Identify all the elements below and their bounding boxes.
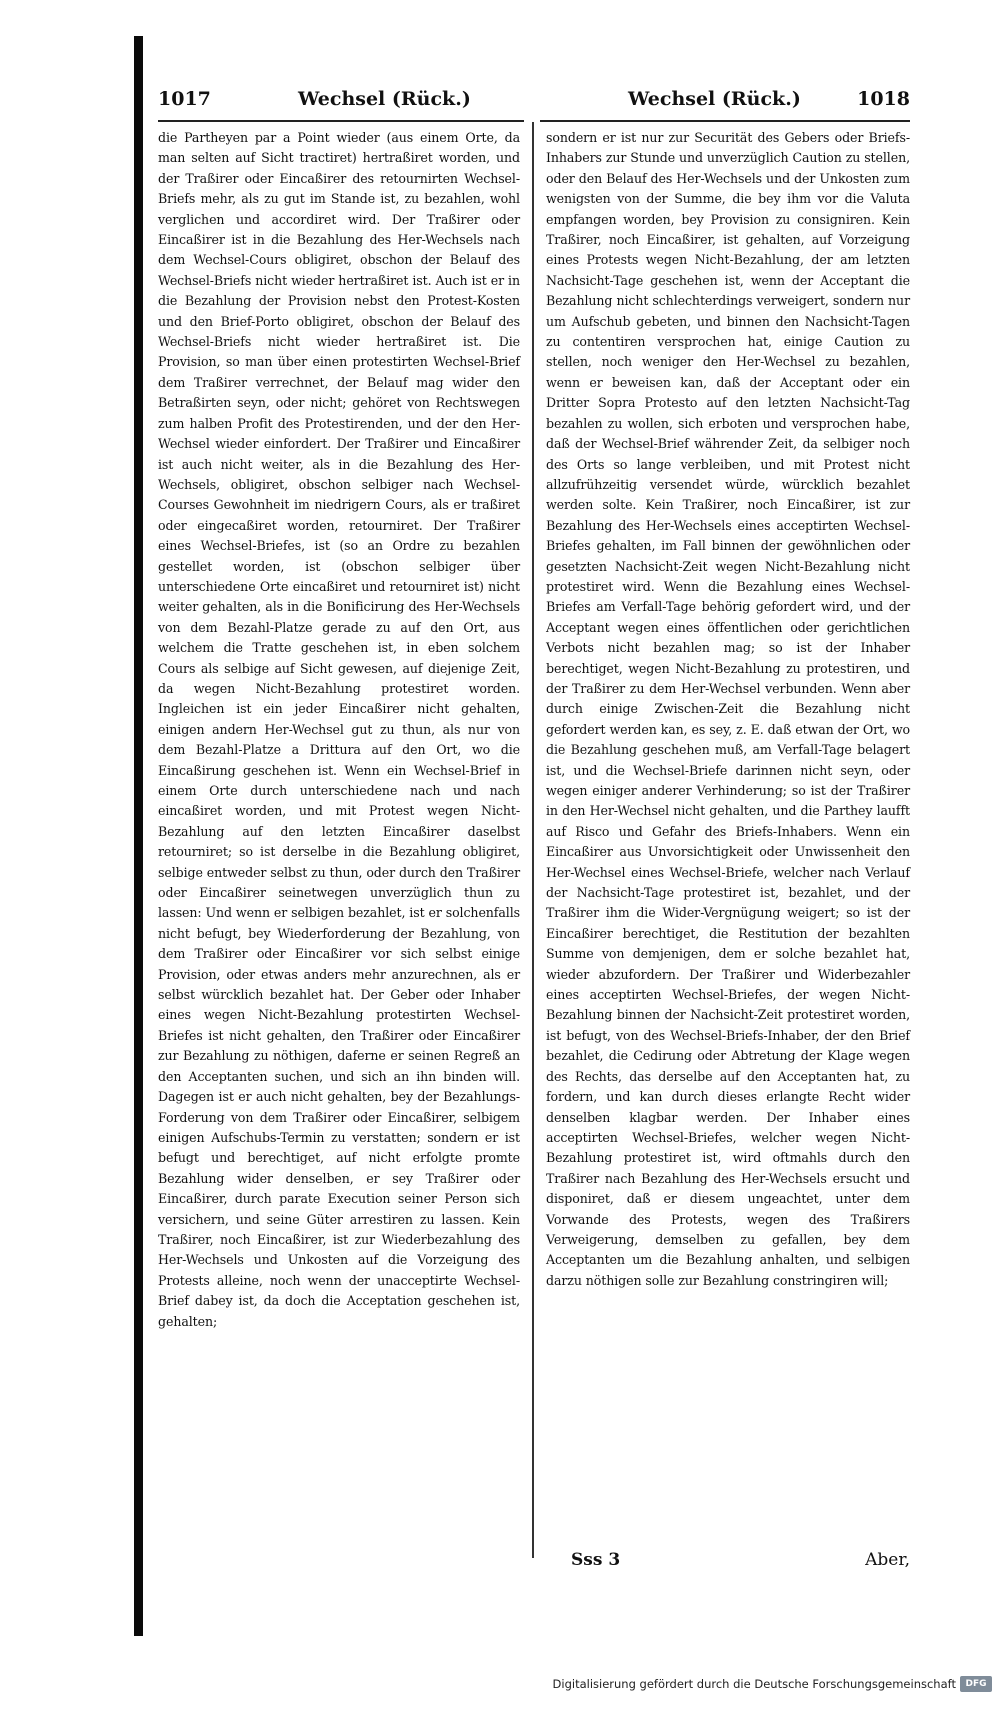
running-title-right: Wechsel (Rück.) (628, 88, 801, 110)
footer-credit: Digitalisierung gefördert durch die Deutsche Forschungsgemeinschaft (552, 1677, 956, 1691)
running-title-left: Wechsel (Rück.) (298, 88, 471, 110)
binding-shadow (134, 36, 143, 1636)
column-divider (532, 122, 534, 1558)
dfg-logo: DFG (960, 1676, 992, 1692)
digitization-footer (0, 1676, 1000, 1696)
page-number-right: 1018 (857, 88, 910, 110)
book-page (158, 82, 910, 1632)
running-header (158, 82, 910, 122)
header-rule-left (158, 120, 524, 122)
text-column-right: sondern er ist nur zur Securität des Gebers oder Briefs-Inhabers zur Stunde und unverzüglich Caution zu stellen, oder den Belauf des Her-Wechsels und der Unkosten zum wenigsten von der Summe, die bey ihm vor die Valuta empfangen worden, bey Provision zu consigniren. Kein Traßirer, noch Eincaßirer, ist gehalten, auf Vorzeigung eines Protests wegen Nicht-Bezahlung, der am letzten Nachsicht-Tage geschehen ist, wenn der Acceptant die Bezahlung nicht schlechterdings verweigert, sondern nur um Aufschub gebeten, und binnen den Nachsicht-Tagen zu contentiren versprochen hat, einige Caution zu stellen, noch weniger den Her-Wechsel zu bezahlen, wenn er beweisen kan, daß der Acceptant oder ein Dritter Sopra Protesto auf den letzten Nachsicht-Tag bezahlen zu wollen, sich erboten und versprochen habe, daß der Wechsel-Brief währender Zeit, da selbiger noch des Orts so lange verbleiben, und mit Protest nicht allzufrühzeitig versendet würde, würcklich bezahlet werden solte. Kein Traßirer, noch Eincaßirer, ist zur Bezahlung des Her-Wechsels eines acceptirten Wechsel-Briefes gehalten, im Fall binnen der gewöhnlichen oder gesetzten Nachsicht-Zeit wegen Nicht-Bezahlung nicht protestiret wird. Wenn die Bezahlung eines Wechsel-Briefes am Verfall-Tage behörig gefordert wird, und der Acceptant wegen eines öffentlichen oder gerichtlichen Verbots nicht bezahlen mag; so ist der Inhaber berechtiget, wegen Nicht-Bezahlung zu protestiren, und der Traßirer zu dem Her-Wechsel verbunden. Wenn aber durch einige Zwischen-Zeit die Bezahlung nicht gefordert werden kan, es sey, z. E. daß etwan der Ort, wo die Bezahlung geschehen muß, am Verfall-Tage belagert ist, und die Wechsel-Briefe darinnen nicht seyn, oder wegen einiger anderer Verhinderung; so ist der Traßirer in den Her-Wechsel nicht gehalten, und die Parthey laufft auf Risco und Gefahr des Briefs-Inhabers. Wenn ein Eincaßirer aus Unvorsichtigkeit oder Unwissenheit den Her-Wechsel eines Wechsel-Briefe, welcher nach Verlauf der Nachsicht-Tage protestiret ist, bezahlet, und der Traßirer ihm die Wider-Vergnügung weigert; so ist der Eincaßirer berechtiget, die Restitution der bezahlten Summe von demjenigen, dem er solche bezahlet hat, wieder abzufordern. Der Traßirer und Widerbezahler eines acceptirten Wechsel-Briefes, der wegen Nicht-Bezahlung binnen der Nachsicht-Zeit protestiret worden, ist befugt, von des Wechsel-Briefs-Inhaber, der den Brief bezahlet, die Cedirung oder Abtretung der Klage wegen des Rechts, das derselbe auf den Acceptanten hat, zu fordern, und kan durch dieses erlangte Recht wider denselben klagbar werden. Der Inhaber eines acceptirten Wechsel-Briefes, welcher wegen Nicht-Bezahlung protestiret ist, wird oftmahls durch den Traßirer nach Bezahlung des Her-Wechsels ersucht und disponiret, daß er diesem ungeachtet, unter dem Vorwande des Protests, wegen des Traßirers Verweigerung, demselben zu gefallen, bey dem Acceptanten um die Bezahlung anhalten, und selbigen darzu nöthigen solle zur Bezahlung constringiren will; (546, 130, 910, 1288)
signature-mark: Sss 3 (571, 1550, 621, 1570)
text-column-left: die Partheyen par a Point wieder (aus einem Orte, da man selten auf Sicht tractiret) hertraßiret worden, und der Traßirer oder Eincaßirer des retournirten Wechsel-Briefs mehr, als zu gut im Stande ist, zu bezahlen, wohl verglichen und accordiret wird. Der Traßirer oder Eincaßirer ist in die Bezahlung des Her-Wechsels nach dem Wechsel-Cours obligiret, obschon der Belauf des Wechsel-Briefs nicht wieder hertraßiret ist. Auch ist er in die Bezahlung der Provision nebst den Protest-Kosten und den Brief-Porto obligiret, obschon der Belauf des Wechsel-Briefs nicht wieder hertraßiret ist. Die Provision, so man über einen protestirten Wechsel-Brief dem Traßirer verrechnet, der Belauf mag wider den Betraßirten seyn, oder nicht; gehöret von Rechtswegen zum halben Profit des Protestirenden, und der den Her-Wechsel wieder einfordert. Der Traßirer und Eincaßirer ist auch nicht weiter, als in die Bezahlung des Her-Wechsels, obligiret, obschon selbiger nach Wechsel-Courses Gewohnheit im niedrigern Cours, als er traßiret oder eingecaßiret worden, retourniret. Der Traßirer eines Wechsel-Briefes, ist (so an Ordre zu bezahlen gestellet worden, ist (obschon selbiger über unterschiedene Orte eincaßiret und retourniret ist) nicht weiter gehalten, als in die Bonificirung des Her-Wechsels von dem Bezahl-Platze gerade zu auf den Ort, aus welchem die Tratte geschehen ist, in eben solchem Cours als selbige auf Sicht gewesen, auf diejenige Zeit, da wegen Nicht-Bezahlung protestiret worden. Ingleichen ist ein jeder Eincaßirer nicht gehalten, einigen andern Her-Wechsel gut zu thun, als nur von dem Bezahl-Platze a Drittura auf den Ort, wo die Eincaßirung geschehen ist. Wenn ein Wechsel-Brief in einem Orte durch unterschiedene nach und nach eincaßiret worden, und mit Protest wegen Nicht-Bezahlung auf den letzten Eincaßirer daselbst retourniret; so ist derselbe in die Bezahlung obligiret, selbige entweder selbst zu thun, oder durch den Traßirer oder Eincaßirer seinetwegen unverzüglich thun zu lassen: Und wenn er selbigen bezahlet, ist er solchenfalls nicht befugt, bey Wiederforderung der Bezahlung, von dem Traßirer oder Eincaßirer vor sich selbst einige Provision, oder etwas anders mehr anzurechnen, als er selbst würcklich bezahlet hat. Der Geber oder Inhaber eines wegen Nicht-Bezahlung protestirten Wechsel-Briefes ist nicht gehalten, den Traßirer oder Eincaßirer zur Bezahlung zu nöthigen, daferne er seinen Regreß an den Acceptanten suchen, und sich an ihn binden will. Dagegen ist er auch nicht gehalten, bey der Bezahlungs-Forderung von dem Traßirer oder Eincaßirer, selbigem einigen Aufschubs-Termin zu verstatten; sondern er ist befugt und berechtiget, auf nicht erfolgte promte Bezahlung wider denselben, er sey Traßirer oder Eincaßirer, durch parate Execution seiner Person sich versichern, und seine Güter arrestiren zu lassen. Kein Traßirer, noch Eincaßirer, ist zur Wiederbezahlung des Her-Wechsels und Unkosten auf die Vorzeigung des Protests alleine, noch wenn der unacceptirte Wechsel-Brief dabey ist, da doch die Acceptation geschehen ist, gehalten; (158, 130, 520, 1329)
page-number-left: 1017 (158, 88, 211, 110)
catchword: Aber, (865, 1550, 910, 1570)
header-rule-right (540, 120, 910, 122)
